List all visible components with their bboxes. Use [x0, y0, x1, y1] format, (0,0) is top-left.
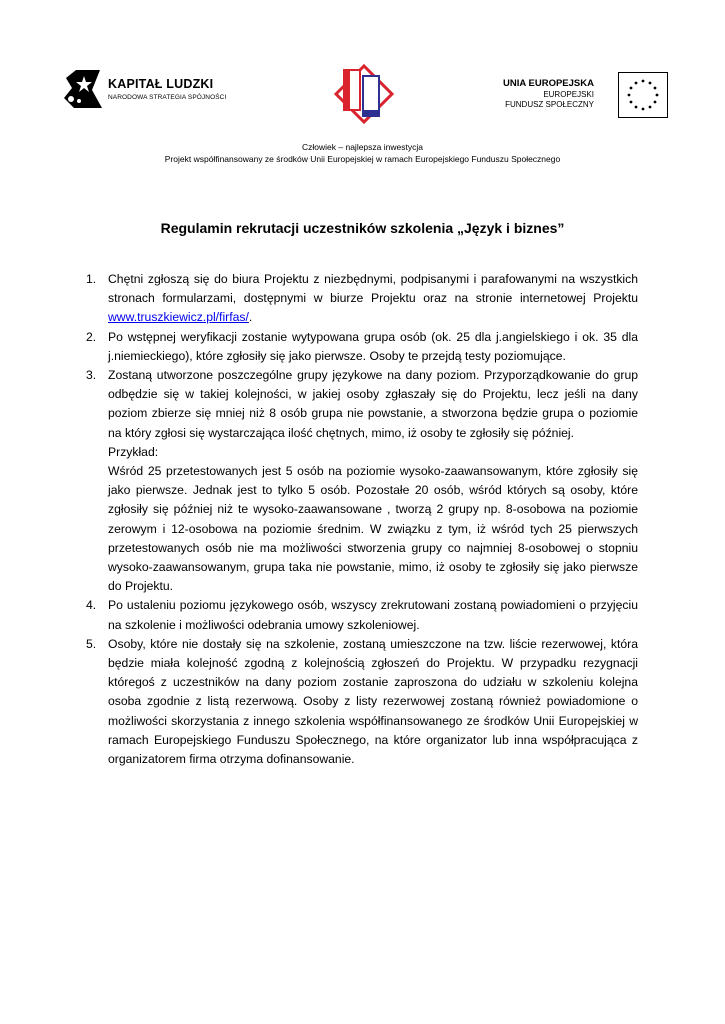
rule-text: Po ustaleniu poziomu językowego osób, wszyscy zrekrutowani zostaną powiadomieni o przyjęciu na szkolenie i możliwości odebrania umowy szkoleniowej.	[108, 598, 638, 632]
kapital-ludzki-logo	[62, 66, 232, 114]
kapital-ludzki-title: KAPITAŁ LUDZKI	[108, 77, 214, 91]
tagline-line1: Człowiek – najlepsza inwestycja	[302, 142, 423, 152]
rules-list	[86, 270, 638, 769]
rule-number: 1.	[86, 272, 97, 286]
rule-number: 3.	[86, 368, 97, 383]
eu-logo	[504, 72, 670, 120]
eu-flag-icon	[618, 72, 668, 118]
rule-item	[86, 596, 638, 634]
rule-number: 4.	[86, 598, 97, 613]
eu-text-block	[503, 78, 594, 110]
rule-text-before-link: Chętni zgłoszą się do biura Projektu z niezbędnymi, podpisanymi i parafowanymi na wszystkich stronach formularzami, dostępnymi w biurze Projektu oraz na stronie internetowej Projektu	[108, 272, 638, 306]
kapital-ludzki-subtitle: NARODOWA STRATEGIA SPÓJNOŚCI	[108, 94, 227, 101]
page-header	[0, 60, 725, 130]
rule-text: Zostaną utworzone poszczególne grupy językowe na dany poziom. Przyporządkowanie do grup odbędzie się w takiej kolejności, w jakiej osoby zgłaszały się do Projektu, lecz jeśli na dany poziom zbierze się mniej niż 8 osób grupa nie powstanie, a stworzona będzie grupa o poziomie na który zgłosi się wystarczająca ilość chętnych, mimo, iż osoby te zgłosiły się później.	[108, 368, 638, 440]
rule-item	[86, 635, 638, 769]
rule-text: Osoby, które nie dostały się na szkolenie, zostaną umieszczone na tzw. liście rezerwowej, która będzie miała kolejność zgodną z kolejnością zgłoszeń do Projektu. W przypadku rezygnacji któregoś z uczestników na dany poziom zostanie zaproszona do udziału w szkoleniu kolejna osoba zgodnie z listą rezerwową. Osoby z listy rezerwowej zostaną również powiadomione o możliwości skorzystania z innego szkolenia współfinansowanego ze środków Unii Europejskiej w ramach Europejskiego Funduszu Społecznego, na które organizator lub inna współpracująca z organizatorem firma otrzyma dofinansowanie.	[108, 636, 638, 767]
rule-text-after-link: .	[248, 310, 253, 325]
eu-line3: FUNDUSZ SPOŁECZNY	[505, 100, 594, 109]
kapital-ludzki-star-icon	[62, 68, 102, 110]
tagline	[0, 141, 725, 165]
firfas-logo-text: FIRFAS	[365, 100, 369, 101]
rule-number: 5.	[86, 636, 97, 651]
eu-line1: UNIA EUROPEJSKA	[503, 78, 594, 89]
document-title: Regulamin rekrutacji uczestników szkolenia „Język i biznes”	[160, 220, 565, 236]
rule-text	[108, 270, 638, 328]
tagline-line2: Projekt współfinansowany ze środków Unii Europejskiej w ramach Europejskiego Funduszu Społecznego	[164, 154, 561, 164]
rule-text: Po wstępnej weryfikacji zostanie wytypowana grupa osób (ok. 25 dla j.angielskiego i ok. 35 dla j.niemieckiego), które zgłosiły się jako pierwsze. Osoby te przejdą testy poziomujące.	[108, 329, 638, 363]
example-text: Wśród 25 przetestowanych jest 5 osób na poziomie wysoko-zaawansowanym, które zgłosiły się jako pierwsze. Jednak jest to tylko 5 osób. Pozostałe 20 osób, wśród których są osoby, które zgłosiły się później niż te wysoko-zaawansowane , tworzą 2 grupy np. 8-osobowa na poziomie zerowym i 12-osobowa na poziomie średnim. W związku z tym, iż wśród tych 25 pierwszych przetestowanych osób nie ma możliwości stworzenia grupy co najmniej 8-osobowej o stopniu wysoko-zaawansowanym, grupa taka nie powstanie, mimo, iż osoby te zgłosiły się jako pierwsze do Projektu.	[108, 464, 638, 594]
rule-item	[86, 366, 638, 596]
rule-item	[86, 328, 638, 366]
rule-item	[86, 270, 638, 328]
firfas-mark-icon	[336, 66, 392, 122]
eu-line2: EUROPEJSKI	[543, 90, 594, 99]
example-label: Przykład:	[108, 444, 159, 459]
firfas-logo	[330, 60, 400, 126]
rule-number: 2.	[86, 329, 97, 344]
project-website-link[interactable]: www.truszkiewicz.pl/firfas/	[108, 310, 249, 325]
